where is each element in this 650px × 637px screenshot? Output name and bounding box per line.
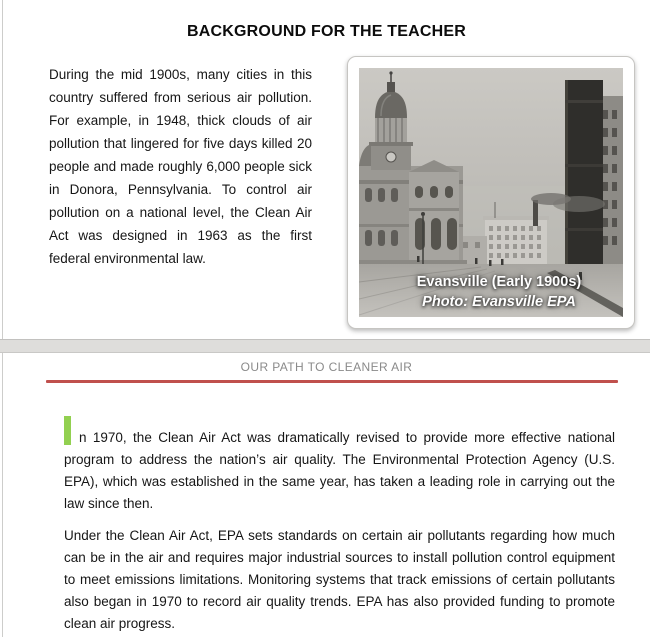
page-gap bbox=[0, 339, 650, 353]
photo-caption-title: Evansville (Early 1900s) bbox=[416, 274, 582, 290]
dropcap-bar bbox=[64, 416, 71, 445]
page-background-for-teacher bbox=[2, 0, 650, 339]
section-header: OUR PATH TO CLEANER AIR bbox=[240, 360, 413, 374]
photo-caption-credit: Photo: Evansville EPA bbox=[422, 294, 576, 310]
paragraph-clean-air-act-1970-text: n 1970, the Clean Air Act was dramatically revised to provide more effective national program to address the nation’s air quality. The Environmental Protection Agency (U.S. EPA), which was established in the same year, has taken a leading role in carrying out the law since then. bbox=[64, 430, 615, 511]
photo-frame bbox=[347, 56, 635, 329]
paragraph-epa-standards: Under the Clean Air Act, EPA sets standards on certain air pollutants regarding how much can be in the air and requires major industrial sources to install pollution control equipment to meet emissions limitations. Monitoring systems that track emissions of certain pollutants also began in 1970 to record air quality trends. EPA has also provided funding to promote clean air progress. bbox=[64, 528, 615, 631]
evansville-photo bbox=[359, 68, 623, 317]
photo-caption bbox=[367, 272, 623, 312]
page-title: BACKGROUND FOR THE TEACHER bbox=[187, 23, 466, 40]
page-our-path-to-cleaner-air bbox=[2, 353, 650, 637]
intro-paragraph: During the mid 1900s, many cities in this country suffered from serious air pollution. For example, in 1948, thick clouds of air pollution that lingered for five days killed 20 people and made roughly 6,000 people sick in Donora, Pennsylvania. To control air pollution on a national level, the Clean Air Act was designed in 1963 as the first federal environmental law. bbox=[49, 67, 312, 266]
paragraph-clean-air-act-1970 bbox=[64, 427, 615, 515]
accent-rule bbox=[46, 380, 618, 383]
